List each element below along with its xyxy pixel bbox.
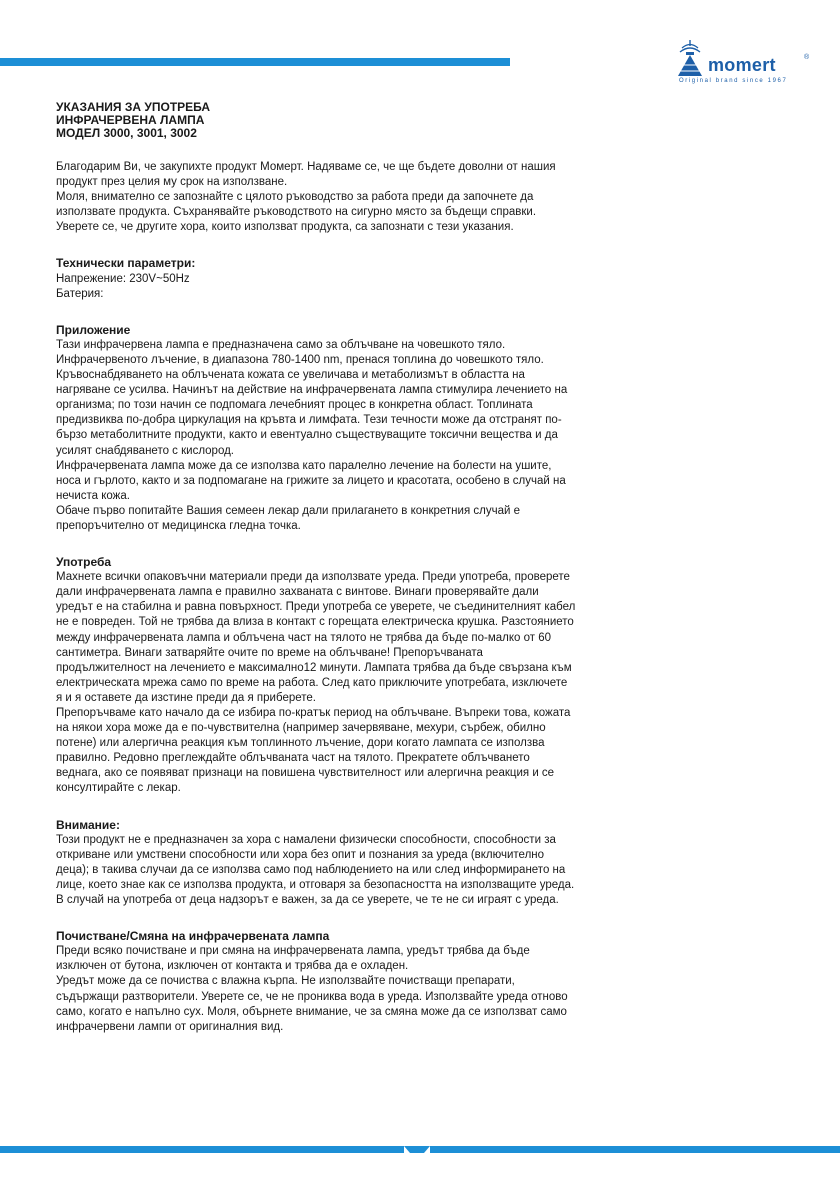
tech-voltage: Напрежение: 230V~50Hz — [56, 272, 190, 285]
usage-section — [56, 555, 576, 797]
intro-paragraph-1: Благодарим Ви, че закупихте продукт Момерт. Надяваме се, че ще бъдете доволни от нашия продукт през целия му срок на използване. — [56, 161, 556, 189]
usage-paragraph-2: Препоръчваме като начало да се избира по-кратък период на облъчване. Въпреки това, кожата на някои хора може да е по-чувствителна (например зачервяване, мехури, сърбеж, обилно потене) или алергична реакция към топлинното лъчение, дори когато лампата се използва правилно. Редовно преглеждайте облъчваната част на тялото. Прекратете облъчването веднага, ако се появяват признаци на повишена чувствителност или алергична реакция и се консултирайте с лекар. — [56, 707, 571, 795]
intro-paragraph-2: Моля, внимателно се запознайте с цялото ръководство за работа преди да започнете да използвате продукта. Съхранявайте ръководството на сигурно място за бъдещи справки. Уверете се, че другите хора, които използват продукта, са запознати с тези указания. — [56, 191, 537, 234]
application-section — [56, 323, 576, 534]
cleaning-paragraph-2: Уредът може да се почиства с влажна кърпа. Не използвайте почистващи препарати, съдържащи разтворители. Уверете се, че не прониква вода в уреда. Използвайте уреда отново само, когато е напълно сух. Моля, обърнете внимание, че за смяна може да се използват само инфрачервени лампи от оригиналния вид. — [56, 975, 568, 1033]
footer-accent-bar-left — [0, 1146, 404, 1153]
title-line-2: ИНФРАЧЕРВЕНА ЛАМПА — [56, 113, 205, 127]
header-accent-bar — [0, 58, 510, 66]
footer-notch-icon — [404, 1146, 430, 1153]
brand-logo — [676, 40, 816, 90]
warning-paragraph-1: Този продукт не е предназначен за хора с намалени физически способности, способности за откриване или умствени способности или хора без опит и познания за уреда (включително деца); в такива случаи да се използва само под наблюдението на или след информирането на лице, което знае как се използва продукта, и отговаря за безопасността на използващите уреда. — [56, 833, 575, 891]
application-heading: Приложение — [56, 322, 131, 337]
usage-heading: Употреба — [56, 555, 112, 570]
cleaning-section — [56, 929, 576, 1035]
registered-mark: ® — [804, 54, 810, 61]
brand-name: momert — [708, 55, 776, 75]
brand-tagline: Original brand since 1967 — [679, 78, 788, 84]
title-line-1: УКАЗАНИЯ ЗА УПОТРЕБА — [56, 100, 211, 114]
application-paragraph-1: Тази инфрачервена лампа е предназначена само за облъчване на човешкото тяло. Инфрачервеното лъчение, в диапазона 780-1400 nm, пренася топлина до човешкото тяло. Кръвоснабдяването на облъчената кожата се увеличава и метаболизмът в областта на нагряване се усилва. Начинът на действие на инфрачервената лампа стимулира лечението на организма; по този начин се подпомага лечебният процес в конкретна област. Топлината предизвиква по-добра циркулация на кръвта и лимфата. Тези течности може да отстранят по-бързо метаболитните продукти, както и евентуално съществуващите токсични вещества и да усилят снабдяването с кислород. — [56, 338, 568, 457]
application-paragraph-3: Обаче първо попитайте Вашия семеен лекар дали прилагането в конкретния случай е препоръчително от медицинска гледна точка. — [56, 504, 520, 532]
application-paragraph-2: Инфрачервената лампа може да се използва като паралелно лечение на болести на ушите, носа и гърлото, както и за подпомагане на грижите за лицето и красотата, особено в случай на нечиста кожа. — [56, 459, 566, 502]
document-body — [56, 101, 576, 1056]
warning-section — [56, 818, 576, 909]
warning-paragraph-2: В случай на употреба от деца надзорът е важен, за да се уверете, че те не си играят с уреда. — [56, 894, 559, 907]
usage-paragraph-1: Махнете всички опаковъчни материали преди да използвате уреда. Преди употреба, проверете дали инфрачервената лампа е правилно захваната с винтове. Винаги проверявайте дали уредът е на стабилна и равна повърхност. Преди употреба се уверете, че съединителният кабел не е повреден. Той не трябва да влиза в контакт с горещата електрическа крушка. Разстоянието между инфрачервената лампа и облъчена част на тялото не трябва да бъде по-малко от 60 сантиметра. Винаги затваряйте очите по време на облъчване! Препоръчваната продължителност на лечението е максимално12 минути. Лампата трябва да бъде свързана към електрическата мрежа само по време на работа. След като приключите употребата, изключете я и я оставете да изстине преди да я приберете. — [56, 571, 576, 704]
warning-heading: Внимание: — [56, 817, 120, 832]
title-line-3: МОДЕЛ 3000, 3001, 3002 — [56, 126, 197, 140]
cleaning-heading: Почистване/Смяна на инфрачервената лампа — [56, 929, 330, 944]
tech-section — [56, 256, 576, 301]
document-title — [56, 101, 576, 140]
cleaning-paragraph-1: Преди всяко почистване и при смяна на инфрачервената лампа, уредът трябва да бъде изключен от бутона, изключен от контакта и трябва да е охладен. — [56, 945, 530, 973]
lamp-logo-icon — [676, 40, 706, 78]
tech-heading: Технически параметри: — [56, 256, 196, 271]
footer-accent-bar-right — [430, 1146, 840, 1153]
intro-section — [56, 160, 576, 235]
tech-battery: Батерия: — [56, 287, 104, 300]
